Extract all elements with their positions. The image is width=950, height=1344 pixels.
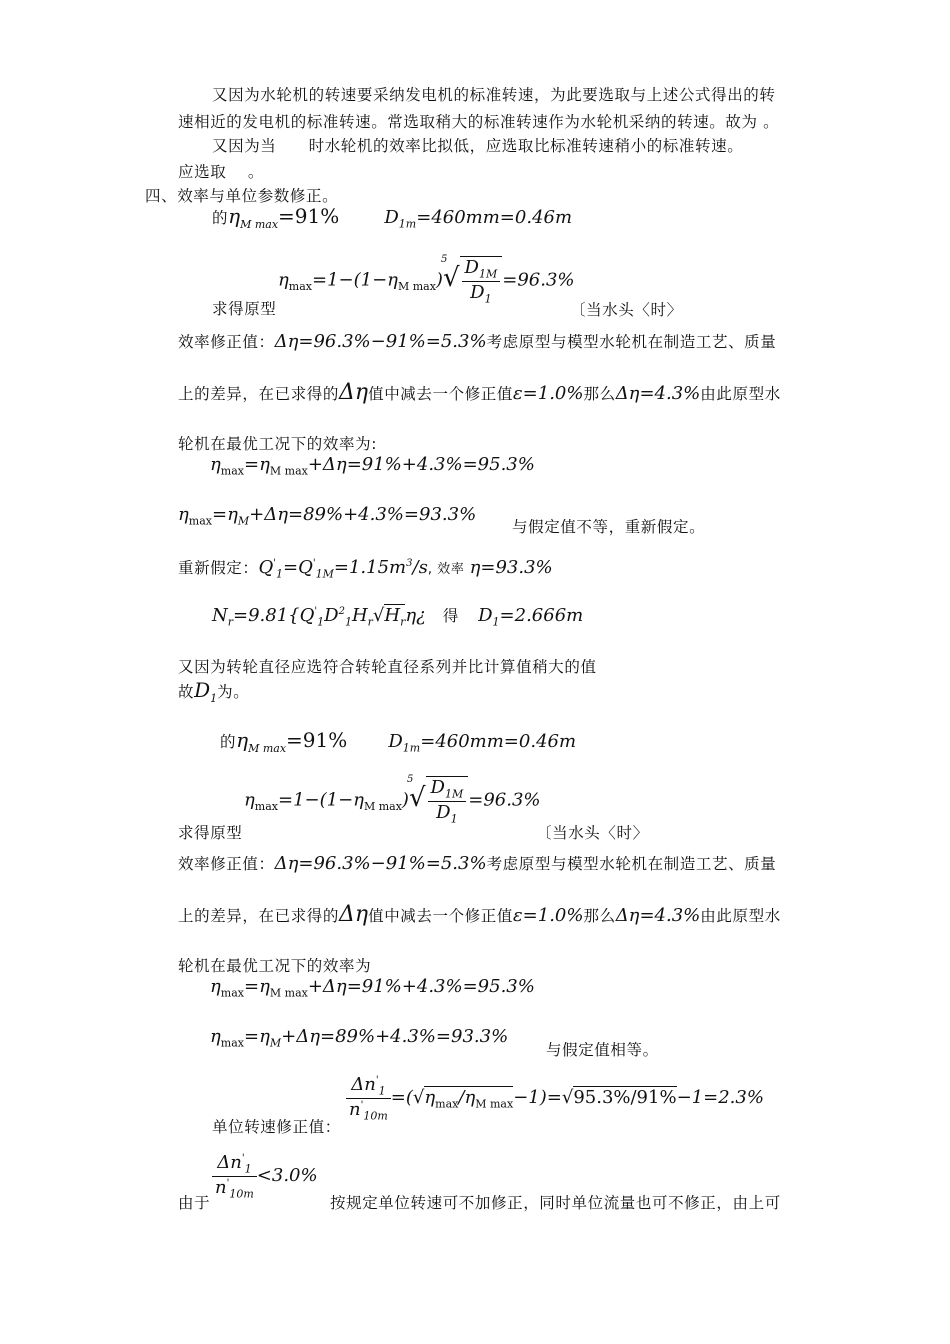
- paragraph-line: 又因为水轮机的转速要采纳发电机的标准转速，为此要选取与上述公式得出的转: [212, 86, 776, 104]
- inequality: $\frac{\Delta n'_1}{n'_{10m}}$ <3.0%: [212, 1152, 318, 1200]
- section-heading: 四、效率与单位参数修正。: [145, 187, 339, 205]
- paragraph-line: 应选取 。: [178, 163, 265, 181]
- unit-speed-equation: $\frac{\Delta n'_1}{n'_{10m}}$ $=(√\eta_{max}/\eta_{M max}-1)=√95.3\%/91\%-1=2.3\%$: [346, 1074, 764, 1122]
- fifth-root: 5 √ $\frac{D_{1M}}{D_1}$: [443, 256, 502, 305]
- max-efficiency-equation: $\eta_{max}=\eta_{M max}+\Delta\eta=91\%+4.3\%=95.3\%$: [210, 454, 535, 478]
- efficiency-check-equation: $\eta_{max}=\eta_M+\Delta\eta=89\%+4.3\%=93.3\%$: [178, 504, 477, 528]
- paragraph-line: 求得原型: [178, 824, 243, 842]
- paragraph-line: 按规定单位转速可不加修正，同时单位流量也可不修正，由上可: [330, 1194, 781, 1212]
- reassume-line: 重新假定：$Q'_1=Q'_{1M}=1.15m^3/s$, 效率 η=93.3%: [178, 557, 553, 581]
- correction-line: 上的差异，在已求得的Δη值中减去一个修正值ε=1.0%那么Δη=4.3%由此原型水: [178, 902, 781, 927]
- correction-line: 效率修正值：Δη=96.3%−91%=5.3%考虑原型与模型水轮机在制造工艺、质量: [178, 331, 777, 352]
- paragraph-line: 故$D_1$为。: [178, 678, 250, 705]
- paragraph-line: 求得原型: [212, 300, 277, 318]
- equation-line: 的$\eta_{M max}=91\%$ $D_{1m}=460mm=0.46m$: [212, 204, 573, 231]
- equation-line: 的$\eta_{M max}=91\%$ $D_{1m}=460mm=0.46m$: [220, 728, 577, 755]
- paragraph-line: 速相近的发电机的标准转速。常选取稍大的标准转速作为水轮机采纳的转速。故为 。: [178, 113, 780, 131]
- correction-line: 效率修正值：Δη=96.3%−91%=5.3%考虑原型与模型水轮机在制造工艺、质量: [178, 853, 777, 874]
- paragraph-line: 又因为转轮直径应选符合转轮直径系列并比计算值稍大的值: [178, 658, 597, 676]
- paragraph-line: 由于: [178, 1194, 211, 1212]
- note-text: 〔当水头〈时〉: [570, 301, 683, 319]
- efficiency-equation: $\eta_{max}=1-(1-\eta_{M max})$ 5 √ $\frac{D_{1M}}{D_1}$ =96.3%: [278, 254, 575, 306]
- note-text: 与假定值不等，重新假定。: [512, 518, 706, 536]
- note-text: 〔当水头〈时〉: [536, 824, 649, 842]
- max-efficiency-equation: $\eta_{max}=\eta_{M max}+\Delta\eta=91\%+4.3\%=95.3\%$: [210, 976, 535, 1000]
- note-text: 与假定值相等。: [546, 1041, 659, 1059]
- correction-line: 上的差异，在已求得的Δη值中减去一个修正值ε=1.0%那么Δη=4.3%由此原型水: [178, 380, 781, 405]
- paragraph-line: 又因为当 时水轮机的效率比拟低，应选取比标准转速稍小的标准转速。: [212, 137, 744, 155]
- power-equation: $N_r=9.81\{Q'_1D^2_1H_r√H_r\eta¿$ 得 $D_1=2.666m$: [212, 605, 584, 629]
- efficiency-check-equation: $\eta_{max}=\eta_M+\Delta\eta=89\%+4.3\%=93.3\%$: [210, 1026, 509, 1050]
- paragraph-line: 轮机在最优工况下的效率为:: [178, 435, 378, 453]
- fifth-root: 5 √ $\frac{D_{1M}}{D_1}$: [409, 776, 468, 825]
- paragraph-line: 单位转速修正值：: [212, 1118, 341, 1136]
- efficiency-equation: $\eta_{max}=1-(1-\eta_{M max})$ 5 √ $\frac{D_{1M}}{D_1}$ =96.3%: [244, 774, 541, 826]
- paragraph-line: 轮机在最优工况下的效率为: [178, 957, 372, 975]
